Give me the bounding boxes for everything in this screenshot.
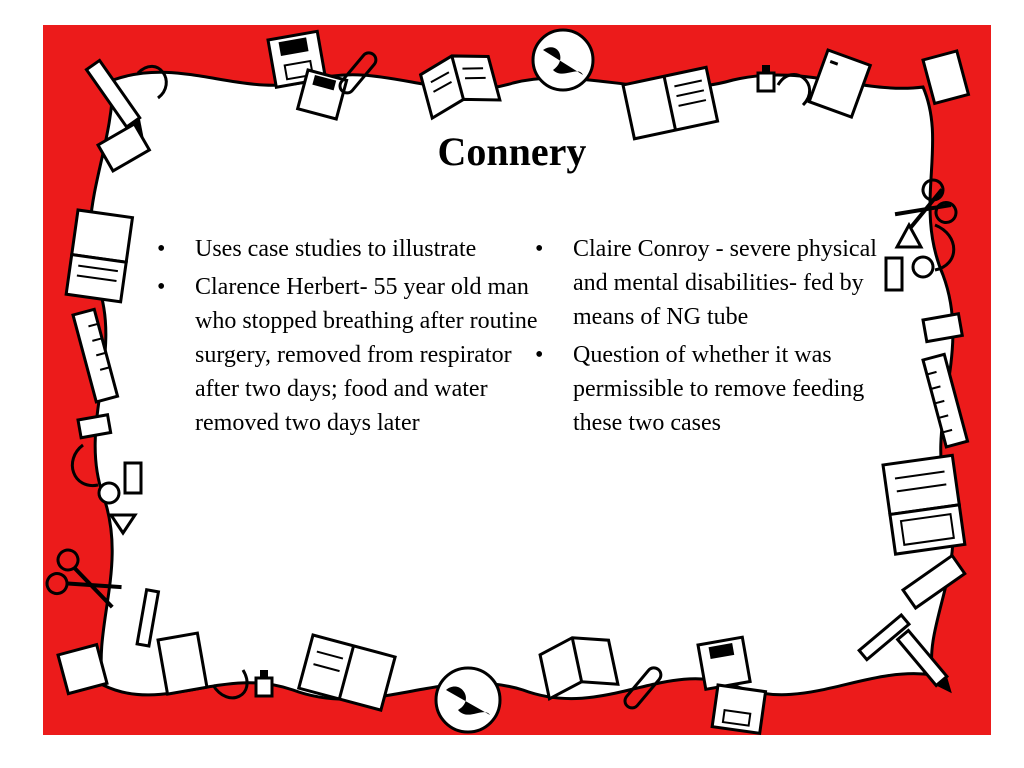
paper-sheet-icon <box>158 633 207 694</box>
bullet-icon: • <box>535 236 544 262</box>
left-bullet-list <box>157 232 543 444</box>
slide-frame <box>43 25 991 735</box>
glue-bottle-icon <box>758 65 774 91</box>
bullet-icon: • <box>157 236 166 262</box>
list-item <box>535 338 887 440</box>
eraser-icon <box>923 314 962 342</box>
list-item <box>157 232 543 266</box>
floppy-disk-icon <box>298 70 347 119</box>
paper-sheet-icon <box>923 51 968 104</box>
list-item-text: Uses case studies to illustrate <box>195 236 477 262</box>
laptop-icon <box>66 210 132 302</box>
bullet-icon: • <box>157 274 166 300</box>
globe-icon <box>533 30 593 90</box>
laptop-icon <box>883 455 965 554</box>
floppy-disk-icon <box>712 685 765 733</box>
slide-title: Connery <box>437 129 587 174</box>
list-item <box>535 232 887 334</box>
list-item-text: Clarence Herbert- 55 year old man who stopped breathing after routine surgery, removed from respirator after two days; food and water removed two days later <box>195 274 538 436</box>
list-item <box>157 270 543 440</box>
list-item-text: Claire Conroy - severe physical and mental disabilities- fed by means of NG tube <box>573 236 877 330</box>
right-bullet-list <box>535 232 887 444</box>
bullet-icon: • <box>535 342 544 368</box>
floppy-disk-icon <box>698 637 750 689</box>
tape-dispenser-icon <box>78 415 111 438</box>
globe-icon <box>436 668 500 732</box>
list-item-text: Question of whether it was permissible to remove feeding these two cases <box>573 342 865 436</box>
paper-sheet-icon <box>58 645 107 694</box>
